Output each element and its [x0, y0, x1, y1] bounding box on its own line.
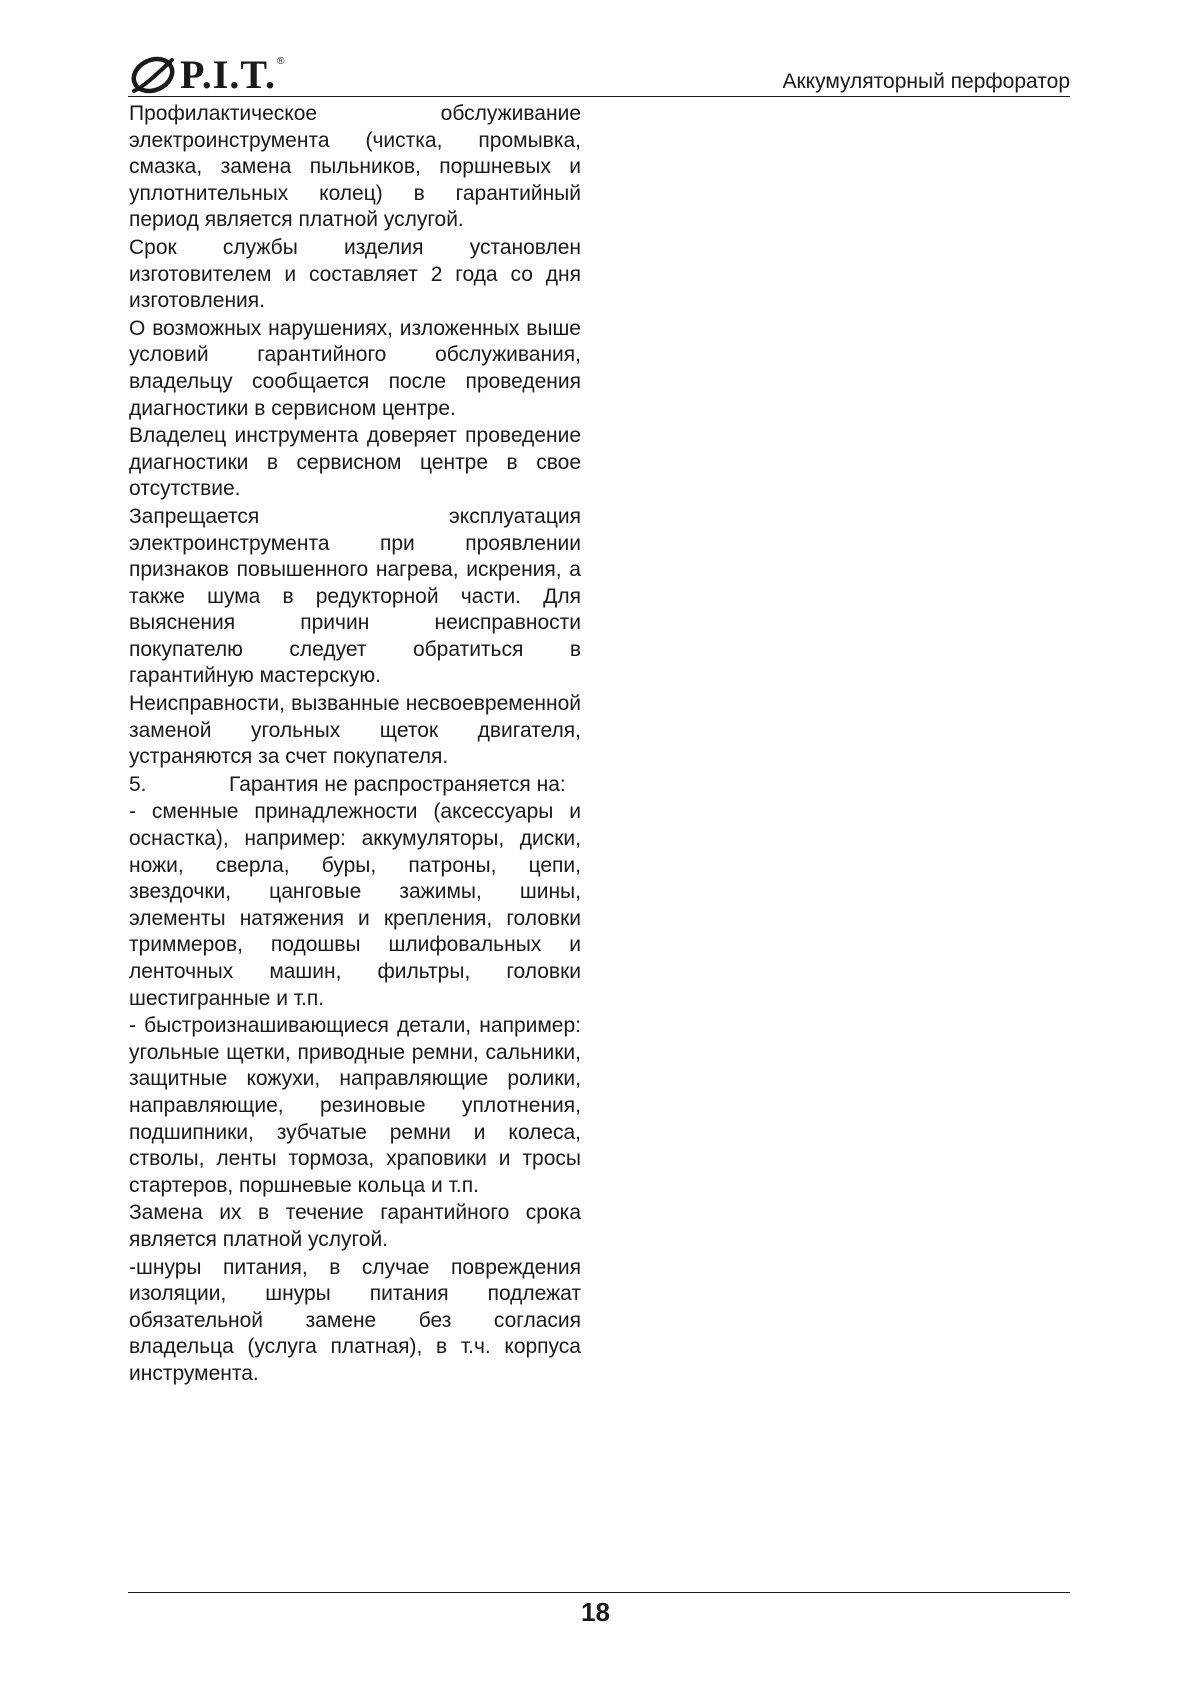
brand-logo	[128, 54, 284, 96]
paragraph-violations: О возможных нарушениях, изложенных выше условий гарантийного обслуживания, владельцу сообщается после проведения диагностики в сервисном центре.	[129, 316, 581, 420]
page-header	[128, 50, 1070, 98]
section-title: Гарантия не распространяется на:	[229, 772, 566, 796]
header-divider	[128, 96, 1070, 97]
logo-wordmark: P.I.T.	[180, 52, 277, 97]
registered-mark: ®	[277, 56, 285, 67]
list-item-accessories: - сменные принадлежности (аксессуары и оснастка), например: аккумуляторы, диски, ножи, сверла, буры, патроны, цепи, звездочки, цанговые зажимы, шины, элементы натяжения и крепления, головки триммеров, подошвы шлифовальных и ленточных машин, фильтры, головки шестигранные и т.п.	[129, 800, 581, 1010]
list-item-power-cords: -шнуры питания, в случае повреждения изоляции, шнуры питания подлежат обязательной замене без согласия владельца (услуга платная), в т.ч. корпуса инструмента.	[129, 1255, 581, 1385]
list-item-wear-parts: - быстроизнашивающиеся детали, например: угольные щетки, приводные ремни, сальники, защитные кожухи, направляющие ролики, направляющие, резиновые уплотнения, подшипники, зубчатые ремни и колеса, стволы, ленты тормоза, храповики и тросы стартеров, поршневые кольца и т.п.	[129, 1014, 581, 1197]
footer-divider	[128, 1592, 1070, 1593]
paragraph-replacement-paid: Замена их в течение гарантийного срока является платной услугой.	[129, 1201, 581, 1251]
paragraph-service-life: Срок службы изделия установлен изготовителем и составляет 2 года со дня изготовления.	[129, 235, 581, 313]
paragraph-prohibition: Запрещается эксплуатация электроинструмента при проявлении признаков повышенного нагрева, искрения, а также шума в редукторной части. Для выяснения причин неисправности покупателю следует обратиться в гарантийную мастерскую.	[129, 504, 581, 688]
warranty-text-column	[129, 101, 581, 1389]
section-5-heading	[129, 772, 581, 799]
page-number: 18	[581, 1597, 610, 1627]
paragraph-maintenance: Профилактическое обслуживание электроинструмента (чистка, промывка, смазка, замена пыльников, поршневых и уплотнительных колец) в гарантийный период является платной услугой.	[129, 102, 581, 232]
section-number: 5.	[129, 772, 147, 796]
pit-logo-icon	[128, 55, 178, 95]
paragraph-brushes: Неисправности, вызванные несвоевременной заменой угольных щеток двигателя, устраняются за счет покупателя.	[129, 692, 581, 769]
paragraph-diagnostics: Владелец инструмента доверяет проведение диагностики в сервисном центре в свое отсутствие.	[129, 424, 581, 501]
document-title: Аккумуляторный перфоратор	[782, 70, 1070, 93]
